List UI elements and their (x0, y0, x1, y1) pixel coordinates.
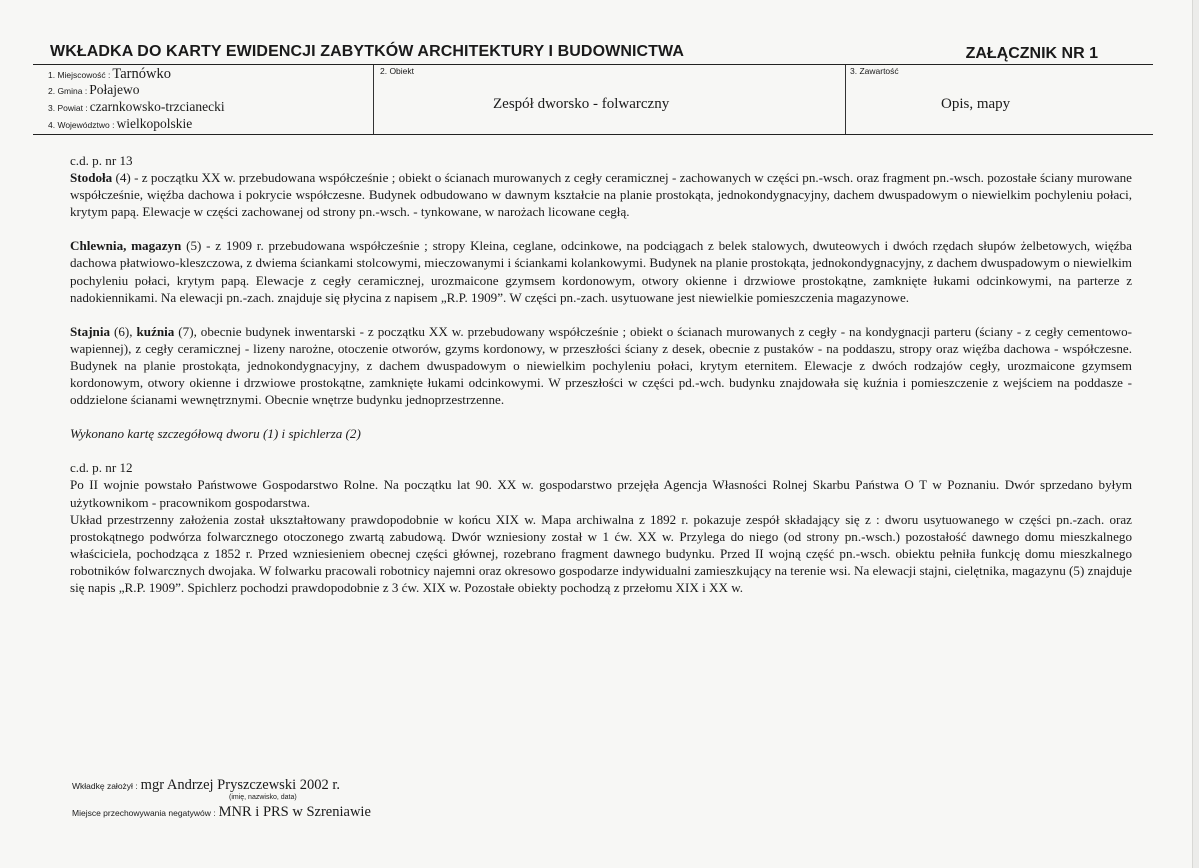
ref-13: c.d. p. nr 13 (70, 153, 133, 168)
stable-mid: (6), (110, 323, 137, 339)
author-value: mgr Andrzej Pryszczewski 2002 r. (140, 777, 341, 793)
paragraph-stable (70, 323, 1132, 408)
county-label: 3. Powiat : (48, 103, 88, 113)
commune-value: Połajewo (89, 82, 140, 97)
object-value: Zespół dworsko - folwarczny (493, 96, 670, 112)
barn-heading: Stodoła (70, 170, 113, 186)
location-value: Tarnówko (112, 66, 171, 82)
paragraph-piggery (70, 237, 1132, 305)
stable-text: (7), obecnie budynek inwentarski - z początku XX w. przebudowany współcześnie ; obiekt o ścianach murowanych z cegły - na kondygnacji parteru (ściany - z cegły cementowo-wapiennej), z cegły ceramicznej - lizeny narożne, otoczenie otworów, gzyms kordonowy, w przeszłości ściany z desek, obecnie z pustaków - na poddaszu, stropy oraz więźba dachowa - współczesne. Budynek na planie prostokąta, jednokondygnacyjny, z dachem dwuspadowym o niewielkim pochyleniu połaci, krytym eternitem. Elewacje z dwóch rodzajów cegły, urozmaicone gzymsem kordonowym, otwory okienne i drzwiowe prostokątne, zamknięte łukami odcinkowymi. W przeszłości w części pd.-wch. budynku znajdowała się kuźnia i pomieszczenie z wejściem na poddasze - oddzielone ścianami wewnętrznymi. Obecnie wnętrze budynku jednoprzestrzenne. (70, 323, 1132, 408)
forge-heading: kuźnia (136, 323, 175, 339)
province-label: 4. Województwo : (48, 120, 115, 130)
italic-note: Wykonano kartę szczegółową dworu (1) i spichlerza (2) (70, 426, 361, 442)
header-top-rule (33, 64, 1153, 65)
scan-edge (1192, 0, 1199, 868)
storage-label: Miejsce przechowywania negatywów : (72, 808, 216, 818)
barn-text: (4) - z początku XX w. przebudowana współcześnie ; obiekt o ścianach murowanych z cegły ceramicznej - zachowanych w części pn.-wsch. oraz fragment pn.-wsch. pozostałe ściany murowane współcześnie, więźba dachowa i pokrycie współczesne. Budynek odbudowano w dawnym kształcie na planie prostokąta, jednokondygnacyjny, dachem dwuspadowym o niewielkim pochyleniu połaci, krytym papą. Elewacje w części zachowanej od strony pn.-wsch. - tynkowane, w narożach licowane cegłą. (70, 170, 1132, 220)
field-county (48, 99, 225, 115)
location-label: 1. Miejscowość : (48, 70, 111, 80)
description-body (70, 152, 1132, 596)
author-note: (imię, nazwisko, data) (229, 794, 297, 801)
footer-author (72, 777, 340, 794)
paragraph-history: Po II wojnie powstało Państwowe Gospodarstwo Rolne. Na początku lat 90. XX w. gospodarstwo przejęła Agencja Własności Rolnej Skarbu Państwa O T w Poznaniu. Dwór sprzedano byłym użytkownikom - pracownikom gospodarstwa. (70, 477, 1132, 510)
content-value: Opis, mapy (941, 96, 1011, 112)
field-location (48, 66, 171, 83)
object-label: 2. Obiekt (380, 66, 415, 76)
field-commune (48, 82, 139, 98)
county-value: czarnkowsko-trzcianecki (89, 99, 225, 114)
commune-label: 2. Gmina : (48, 86, 88, 96)
form-title: WKŁADKA DO KARTY EWIDENCJI ZABYTKÓW ARCHITEKTURY I BUDOWNICTWA (50, 43, 685, 60)
content-label: 3. Zawartość (850, 66, 899, 76)
annex-label: ZAŁĄCZNIK NR 1 (965, 45, 1098, 62)
piggery-heading: Chlewnia, magazyn (70, 238, 182, 254)
piggery-text: (5) - z 1909 r. przebudowana współcześnie ; stropy Kleina, ceglane, odcinkowe, na podciągach z belek stalowych, dwuteowych i dwóch rzędach słupów żelbetowych, więźba dachowa płatwiowo-kleszczowa, z dwiema ściankami stolcowymi, mieczowanymi i ściankami kolankowymi. Budynek na planie prostokąta, jednokondygnacyjny, z dachem dwuspadowym o niewielkim pochyleniu połaci, krytym papą. Elewacje z cegły ceramicznej, urozmaicone gzymsem kordonowym, otwory okienne i drzwiowe prostokątne, zamknięte łukami odcinkowymi, na parterze z nadokiennikami. Na elewacji pn.-zach. znajduje się płycina z napisem „R.P. 1909”. W części pn.-zach. usytuowane jest niewielkie pomieszczenia magazynowe. (70, 238, 1132, 305)
paragraph-layout: Układ przestrzenny założenia został ukształtowany prawdopodobnie w końcu XIX w. Mapa archiwalna z 1892 r. pokazuje zespół składający się z : dworu usytuowanego w części pn.-zach. oraz prostokątnego podwórza folwarcznego otoczonego zwartą zabudową. Dwór wzniesiony został w 1 ćw. XX w. Przylega do niego (od strony pn.-wsch.) pozostałość dawnego domu mieszkalnego właściciela, pochodząca z 1852 r. Przed wzniesieniem obecnej części głównej, rozebrano fragment dawnego budynku. Przed II wojną część pn.-wsch. obiektu pełniła funkcję domu mieszkalnego robotników folwarcznych dwojaka. W folwarku pracowali robotnicy najemni oraz okresowo gospodarze indywidualni zamieszkujący na terenie wsi. Na elewacji stajni, cielętnika, magazynu (5) znajduje się napis „R.P. 1909”. Spichlerz pochodzi prawdopodobnie z 3 ćw. XIX w. Pozostałe obiekty pochodzą z przełomu XIX i XX w. (70, 511, 1132, 595)
stable-heading: Stajnia (70, 323, 111, 339)
column-divider-2 (845, 65, 846, 135)
author-label: Wkładkę założył : (72, 781, 138, 791)
ref-12: c.d. p. nr 12 (70, 460, 133, 476)
paragraph-barn (70, 169, 1132, 220)
storage-value: MNR i PRS w Szreniawie (218, 804, 371, 820)
header-bottom-rule (33, 134, 1153, 135)
column-divider-1 (373, 65, 374, 135)
field-province (48, 116, 192, 132)
province-value: wielkopolskie (116, 116, 193, 131)
footer-storage (72, 804, 371, 821)
